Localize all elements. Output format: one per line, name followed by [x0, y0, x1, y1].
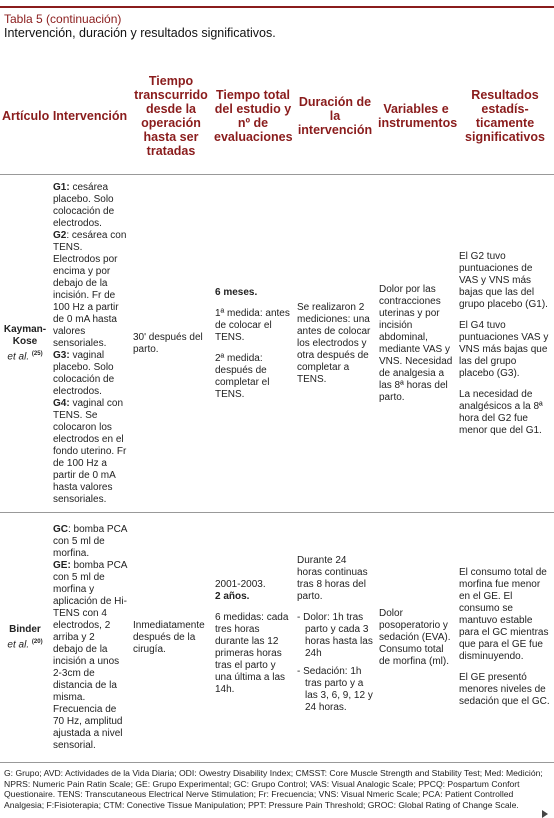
- article-name: Binder: [9, 623, 41, 635]
- next-page-arrow-icon: [542, 810, 548, 818]
- top-rule: [0, 6, 554, 8]
- table-title: Tabla 5 (continuación): [4, 12, 122, 26]
- intervention-cell: [50, 175, 130, 513]
- results-table: [0, 66, 554, 763]
- total-time-cell: [212, 175, 294, 513]
- group-label: G4:: [53, 397, 70, 409]
- measurement-text: 2ª medida: después de completar el TENS.: [215, 352, 270, 400]
- measurement-text: 6 medidas: cada tres horas durante las 12 primeras horas tras el parto y una última a las 14h.: [215, 612, 289, 695]
- group-text: cesárea placebo. Solo colocación de electrodos.: [53, 181, 115, 229]
- time-since-cell: Inmediatamente después de la cirugía.: [133, 619, 205, 655]
- col-header-variables: Variables e instrumentos: [378, 102, 458, 130]
- duration-text: Durante 24 horas continuas tras 8 horas del parto.: [297, 555, 368, 602]
- article-name: Kayman-Kose: [3, 323, 47, 347]
- group-text: vaginal con TENS. Se colocaron los electrodos en el fondo uterino. Fr de 100 Hz a partir de 0 mA hasta valores sensoriales.: [53, 397, 127, 505]
- total-time-summary: 2 años.: [215, 591, 250, 602]
- article-ref: (20): [31, 638, 43, 645]
- col-header-articulo: Artículo: [2, 109, 50, 123]
- article-cell: [0, 513, 50, 763]
- total-time-summary: 6 meses.: [215, 286, 258, 298]
- result-text: El G4 tuvo puntuaciones VAS y VNS más bajas que las del grupo placebo (G3).: [459, 319, 549, 379]
- results-cell: [456, 513, 554, 763]
- measurement-text: 1ª medida: antes de colocar el TENS.: [215, 307, 290, 343]
- time-since-cell: 30' después del parto.: [133, 331, 203, 355]
- col-header-tiempo-transcurrido: Tiempo transcurrido desde la operación hasta ser tratadas: [134, 74, 208, 158]
- group-label: G2: [53, 229, 67, 241]
- result-text: El consumo total de morfina fue menor en el GE. El consumo se mantuvo estable para el GC mientras que para el GE fue disminuyendo.: [459, 567, 549, 662]
- group-label: GE:: [53, 559, 71, 571]
- abbreviations-footnote: G: Grupo; AVD: Actividades de la Vida Diaria; ODI: Owestry Disability Index; CMSST: Core Muscle Strength and Stability Test; Med: Medición; NPRS: Numeric Pain Ratin Scale; GE: Grupo Experimental; GC: Grupo Control; VAS: Visual Analogic Scale; PPCQ: Pospartum Confort Questionaire. TENS: Transcutaneous Electrical Nerve Stimulation; Fr: Frecuencia; VNS: Visual Nmeric Scale; PCA: Patient Controlled Analgesia; F:Fisioterapia; CTM: Conective Tissue Manipulation; PPT: Pressure Pain Threshold; GROC: Global Rating of Change Scale.: [4, 768, 543, 810]
- group-text: vaginal placebo. Solo colocación de electrodos.: [53, 349, 115, 397]
- group-text: : bomba PCA con 5 ml de morfina.: [53, 523, 127, 559]
- duration-cell: [294, 513, 376, 763]
- table-row: [0, 175, 554, 513]
- variables-text: Dolor por las contracciones uterinas y por incisión abdominal, mediante VAS y VNS. Necesidad de analgesia a las 8ª horas del parto.: [379, 283, 453, 403]
- results-cell: [456, 175, 554, 513]
- table-subtitle: Intervención, duración y resultados significativos.: [4, 26, 276, 40]
- duration-cell: [294, 175, 376, 513]
- article-cell: [0, 175, 50, 513]
- group-text: : cesárea con TENS. Electrodos por encima y por debajo de la incisión. Fr de 100 Hz a partir de 0 mA hasta valores sensoriales.: [53, 229, 127, 349]
- col-header-duracion: Duración de la intervención: [297, 95, 373, 137]
- variables-cell: [376, 175, 456, 513]
- table-row: [0, 513, 554, 763]
- result-text: El GE presentó menores niveles de sedación que el GC.: [459, 672, 550, 707]
- result-text: La necesidad de analgésicos a la 8ª hora del G2 fue menor que del G1.: [459, 388, 543, 436]
- article-cite: et al.: [7, 639, 30, 651]
- col-header-intervencion: Intervención: [52, 109, 128, 123]
- group-label: G3:: [53, 349, 70, 361]
- group-label: G1:: [53, 181, 70, 193]
- intervention-cell: [50, 513, 130, 763]
- variables-cell: [376, 513, 456, 763]
- col-header-resultados: Resultados estadís-ticamente significativos: [465, 88, 545, 144]
- group-label: GC: [53, 523, 68, 535]
- group-text: bomba PCA con 5 ml de morfina y aplicación de Hi- TENS con 4 electrodos, 2 arriba y 2 debajo de la incisión a unos 2-3cm de distancia de la misma. Frecuencia de 70 Hz, amplitud ajustada a nivel sensorial.: [53, 559, 127, 751]
- duration-text: Se realizaron 2 mediciones: una antes de colocar los electrodos y otra después de completar a TENS.: [297, 301, 371, 385]
- total-time-cell: [212, 513, 294, 763]
- header-row: [0, 66, 554, 175]
- article-ref: (25): [31, 350, 43, 357]
- total-time-years: 2001-2003.: [215, 579, 266, 590]
- variables-text: Dolor posoperatorio y sedación (EVA). Consumo total de morfina (ml).: [379, 607, 451, 667]
- duration-bullet: - Dolor: 1h tras parto y cada 3 horas hasta las 24h: [297, 612, 373, 659]
- article-cite: et al.: [7, 351, 30, 363]
- duration-bullet: - Sedación: 1h tras parto y a las 3, 6, 9, 12 y 24 horas.: [297, 666, 373, 713]
- result-text: El G2 tuvo puntuaciones de VAS y VNS más bajas que las del grupo placebo (G1).: [459, 250, 548, 310]
- col-header-tiempo-total: Tiempo total del estudio y nº de evaluaciones: [214, 88, 293, 144]
